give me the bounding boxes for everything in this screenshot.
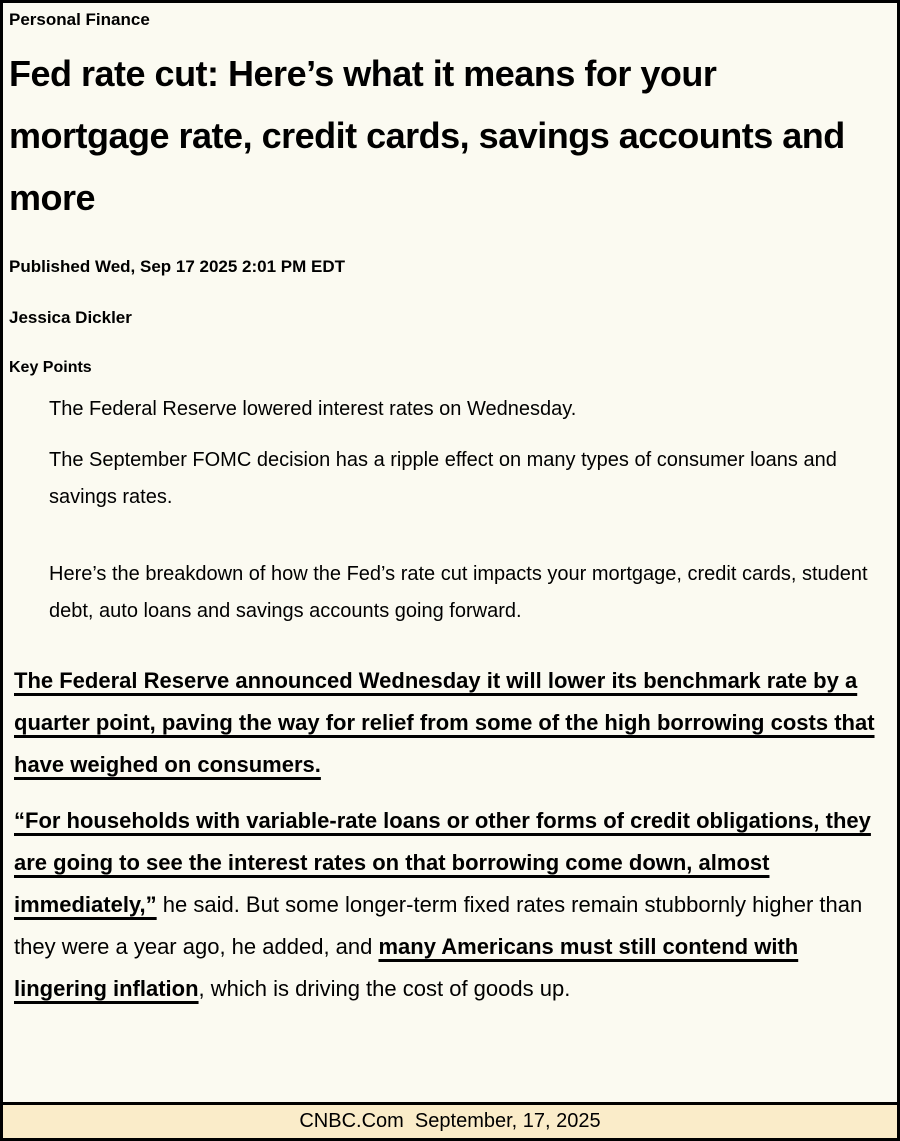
published-timestamp: Published Wed, Sep 17 2025 2:01 PM EDT <box>9 257 346 276</box>
key-points-heading: Key Points <box>9 359 92 376</box>
attribution-regular-segment: he said. But some longer-term fixed rates remain stubbornly higher than they were a year ago, he added, and <box>14 892 863 959</box>
closing-regular-segment: , which is driving the cost of goods up. <box>198 976 571 1001</box>
article-headline: Fed rate cut: Here’s what it means for your mortgage rate, credit cards, savings accounts and more <box>9 53 845 218</box>
quote-bold-segment: “For households with variable-rate loans or other forms of credit obligations, they are going to see the interest rates on that borrowing come down, almost immediately,” <box>14 808 871 917</box>
lead-paragraph: The Federal Reserve announced Wednesday it will lower its benchmark rate by a quarter point, paving the way for relief from some of the high borrowing costs that have weighed on consumers. <box>14 668 875 777</box>
key-point: The September FOMC decision has a ripple effect on many types of consumer loans and savings rates. <box>49 449 837 508</box>
footer-bar <box>3 1102 897 1138</box>
quote-paragraph <box>14 800 885 1010</box>
footer-source-date: CNBC.Com September, 17, 2025 <box>299 1110 601 1132</box>
category-label: Personal Finance <box>9 10 150 29</box>
author-name: Jessica Dickler <box>9 308 132 327</box>
inflation-bold-segment: many Americans must still contend with lingering inflation <box>14 934 799 1001</box>
key-point: The Federal Reserve lowered interest rates on Wednesday. <box>49 398 577 420</box>
article-content <box>3 3 897 1102</box>
key-points-list <box>9 391 887 630</box>
key-point: Here’s the breakdown of how the Fed’s rate cut impacts your mortgage, credit cards, student debt, auto loans and savings accounts going forward. <box>49 563 868 622</box>
